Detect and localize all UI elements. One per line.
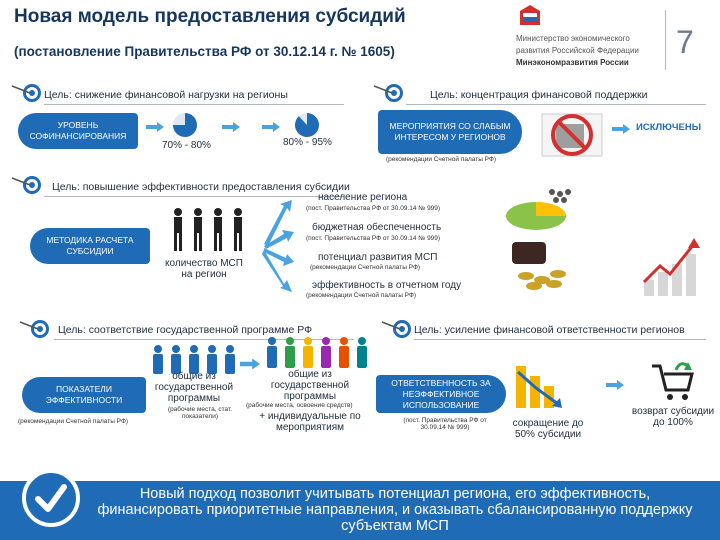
target-icon <box>18 318 52 340</box>
wallet-coins-icon <box>506 236 578 292</box>
target-icon <box>380 318 414 340</box>
responsibility-box: ОТВЕТСТВЕННОСТЬ ЗА НЕЭФФЕКТИВНОЕ ИСПОЛЬЗОВАНИЕ <box>376 375 506 413</box>
kpi-box: ПОКАЗАТЕЛИ ЭФФЕКТИВНОСТИ <box>22 377 146 413</box>
pct-70-80: 70% - 80% <box>162 140 211 151</box>
excluded-label: ИСКЛЮЧЕНЫ <box>636 122 701 133</box>
page-number: 7 <box>676 24 694 60</box>
weak-interest-box: МЕРОПРИЯТИЯ СО СЛАБЫМ ИНТЕРЕСОМ У РЕГИОНОВ <box>378 110 522 154</box>
factor-population-note: (пост. Правительства РФ от 30.09.14 № 999) <box>306 205 441 212</box>
factor-efficiency: эффективность в отчетном году <box>312 280 462 291</box>
ministry-name: Министерство экономического развития Российской Федерации Минэкономразвития России <box>516 34 639 67</box>
colored-people-icon <box>264 336 374 370</box>
divider <box>406 104 706 105</box>
divider <box>414 339 706 340</box>
pie-icon-70 <box>172 112 198 138</box>
goal-block5: Цель: усиление финансовой ответственности регионов <box>414 324 685 336</box>
gov-program-label-1: общие из государственной программы <box>154 371 234 404</box>
population-pie-icon <box>500 182 582 234</box>
fan-arrows-icon <box>262 196 296 296</box>
individual-label: + индивидуальные по мероприятиям <box>259 411 361 433</box>
factor-budget: бюджетная обеспеченность <box>312 222 442 233</box>
footer-text: Новый подход позволит учитывать потенциал региона, его эффективность, финансировать приоритетные направления, и оказывать сбалансированную поддержку субъектам МСП <box>97 486 693 534</box>
factor-potential: потенциал развития МСП <box>318 252 438 263</box>
gov-program-label-2: общие из государственной программы <box>270 369 350 402</box>
goal-block3: Цель: повышение эффективности предоставления субсидии <box>52 181 350 193</box>
goal-block2: Цель: концентрация финансовой поддержки <box>430 89 648 101</box>
factor-potential-note: (рекомендации Счетной палаты РФ) <box>310 264 421 271</box>
cofinancing-box: УРОВЕНЬ СОФИНАНСИРОВАНИЯ <box>18 113 138 149</box>
growth-chart-icon <box>640 236 706 298</box>
methodology-box: МЕТОДИКА РАСЧЕТА СУБСИДИИ <box>30 228 150 264</box>
header-divider <box>665 10 666 70</box>
reduction-label: сокращение до 50% субсидии <box>512 418 584 440</box>
goal-block1: Цель: снижение финансовой нагрузки на регионы <box>44 89 288 101</box>
target-icon <box>10 174 44 196</box>
divider <box>44 104 344 105</box>
msp-count-label: количество МСП на регион <box>165 258 243 280</box>
checkmark-circle <box>22 469 80 527</box>
arrow-right-icon <box>146 122 164 132</box>
target-icon <box>10 82 44 104</box>
kpi-box-note: (рекомендации Счетной палаты РФ) <box>18 418 129 425</box>
responsibility-note: (пост. Правительства РФ от 30.09.14 № 999) <box>403 417 487 431</box>
factor-population: население региона <box>318 192 408 203</box>
people-icon <box>170 206 254 256</box>
arrow-right-icon <box>612 124 630 134</box>
target-icon <box>372 82 406 104</box>
factor-budget-note: (пост. Правительства РФ от 30.09.14 № 999) <box>306 235 441 242</box>
prohibited-icon <box>540 110 604 160</box>
gov-program-note-2: (рабочие места, освоение средств) <box>246 402 353 409</box>
cart-return-icon <box>650 360 696 402</box>
goal-block4: Цель: соответствие государственной программе РФ <box>58 324 313 336</box>
divider <box>44 196 344 197</box>
arrow-right-icon <box>262 122 280 132</box>
factor-efficiency-note: (рекомендации Счетной палаты РФ) <box>306 292 417 299</box>
declining-bars-icon <box>514 364 566 410</box>
refund-label: возврат субсидии до 100% <box>631 406 715 428</box>
arrow-right-icon <box>606 380 624 390</box>
arrow-right-icon <box>222 122 240 132</box>
ministry-logo-icon <box>519 4 541 26</box>
pct-80-95: 80% - 95% <box>283 137 332 148</box>
checkmark-icon <box>26 473 76 523</box>
pie-icon-80 <box>294 112 320 138</box>
page-title: Новая модель предоставления субсидий <box>14 6 406 27</box>
gov-program-note-1: (рабочие места, стат. показатели) <box>167 406 233 420</box>
page-subtitle: (постановление Правительства РФ от 30.12.14 г. № 1605) <box>14 44 395 59</box>
arrow-right-icon <box>240 358 260 370</box>
block2-note: (рекомендации Счетной палаты РФ) <box>386 156 497 163</box>
